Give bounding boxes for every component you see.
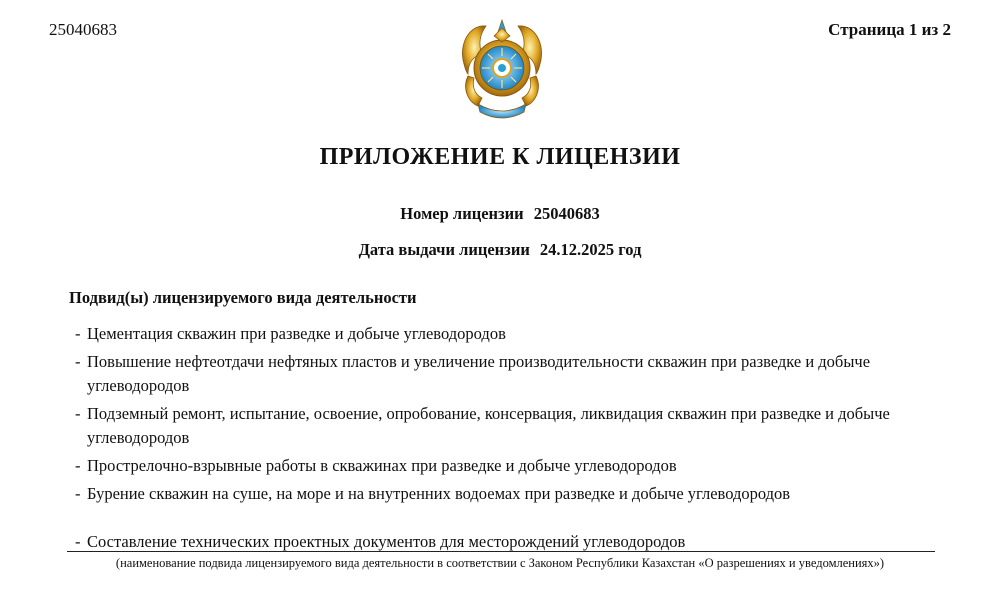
list-item: - Подземный ремонт, испытание, освоение, опробование, консервация, ликвидация скважин при разведке и добыче углеводородов xyxy=(75,402,935,450)
footnote: (наименование подвида лицензируемого вида деятельности в соответствии с Законом Республики Казахстан «О разрешениях и уведомлениях») xyxy=(115,556,885,570)
license-number-value: 25040683 xyxy=(533,204,600,223)
kazakhstan-state-emblem-icon xyxy=(456,14,548,122)
list-item-text: Повышение нефтеотдачи нефтяных пластов и увеличение производительности скважин при разведке и добыче углеводородов xyxy=(87,352,871,395)
divider-line xyxy=(67,551,935,552)
subtypes-list xyxy=(75,322,935,558)
list-item-text: Цементация скважин при разведке и добыче углеводородов xyxy=(87,324,506,343)
list-item: - Бурение скважин на суше, на море и на внутренних водоемах при разведке и добыче углеводородов xyxy=(75,482,935,506)
issue-date-value: 24.12.2025 год xyxy=(539,240,642,259)
list-item: - Повышение нефтеотдачи нефтяных пластов и увеличение производительности скважин при разведке и добыче углеводородов xyxy=(75,350,935,398)
list-item-text: Бурение скважин на суше, на море и на внутренних водоемах при разведке и добыче углеводородов xyxy=(87,484,791,503)
list-item: - Составление технических проектных документов для месторождений углеводородов xyxy=(75,530,935,554)
subtypes-heading: Подвид(ы) лицензируемого вида деятельности xyxy=(69,288,417,307)
issue-date-label: Дата выдачи лицензии xyxy=(358,240,530,259)
issue-date-row xyxy=(0,240,1000,260)
list-item: - Прострелочно-взрывные работы в скважинах при разведке и добыче углеводородов xyxy=(75,454,935,478)
list-item-text: Прострелочно-взрывные работы в скважинах при разведке и добыче углеводородов xyxy=(87,456,677,475)
list-item-text: Подземный ремонт, испытание, освоение, опробование, консервация, ликвидация скважин при разведке и добыче углеводородов xyxy=(87,404,890,447)
license-number-row xyxy=(0,204,1000,224)
license-number-label: Номер лицензии xyxy=(400,204,524,223)
list-item: - Цементация скважин при разведке и добыче углеводородов xyxy=(75,322,935,346)
list-item-text: Составление технических проектных документов для месторождений углеводородов xyxy=(87,532,686,551)
document-title: ПРИЛОЖЕНИЕ К ЛИЦЕНЗИИ xyxy=(319,144,681,170)
page-indicator: Страница 1 из 2 xyxy=(828,20,951,39)
license-number-header: 25040683 xyxy=(49,20,117,39)
